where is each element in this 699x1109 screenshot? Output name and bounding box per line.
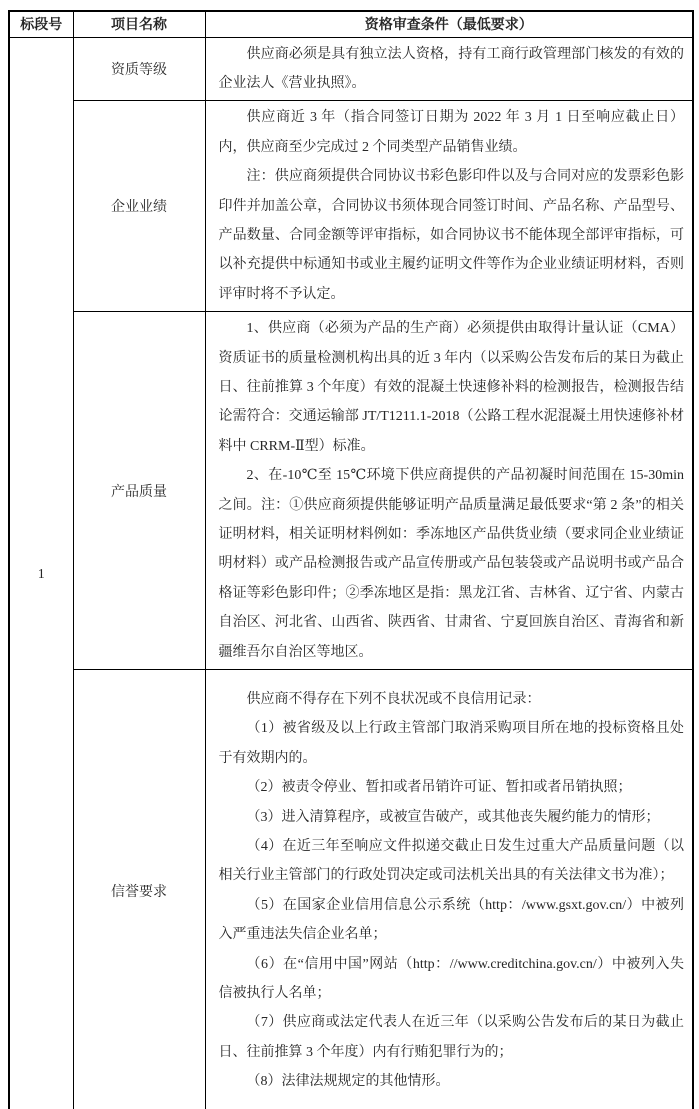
row-content-qualification-level — [205, 37, 693, 101]
paragraph: 1、供应商（必须为产品的生产商）必须提供由取得计量认证（CMA）资质证书的质量检测机构出具的近 3 年内（以采购公告发布后的某日为截止日、往前推算 3 个年度）有效的混凝土快速修补料的检测报告，检测报告结论需符合：交通运输部 JT/T1211.1-2018（公路工程水泥混凝土用快速修补材料中 CRRM-Ⅱ型）标准。 — [218, 321, 684, 454]
row-label-product-quality: 产品质量 — [73, 312, 205, 670]
paragraph: 注：供应商须提供合同协议书彩色影印件以及与合同对应的发票彩色影印件并加盖公章，合同协议书须体现合同签订时间、产品名称、产品型号、产品数量、合同金额等评审指标，如合同协议书不能体现全部评审指标，可以补充提供中标通知书或业主履约证明文件等作为企业业绩证明材料，否则评审时将不予认定。 — [218, 169, 684, 302]
paragraph: 供应商不得存在下列不良状况或不良信用记录： — [246, 691, 541, 707]
table-header-row — [9, 11, 693, 37]
table-row — [9, 312, 693, 670]
row-content-enterprise-performance — [205, 101, 693, 312]
paragraph: （2）被责令停业、暂扣或者吊销许可证、暂扣或者吊销执照； — [246, 780, 632, 796]
table-row — [9, 101, 693, 312]
paragraph: （5）在国家企业信用信息公示系统（http：/www.gsxt.gov.cn/）中被列入严重违法失信企业名单； — [218, 897, 684, 943]
row-label-reputation-requirements: 信誉要求 — [73, 670, 205, 1109]
paragraph: （7）供应商或法定代表人在近三年（以采购公告发布后的某日为截止日、往前推算 3 个年度）内有行贿犯罪行为的； — [218, 1015, 684, 1060]
header-item-name: 项目名称 — [73, 11, 205, 37]
paragraph: （6）在“信用中国”网站（http：//www.creditchina.gov.cn/）中被列入失信被执行人名单； — [218, 956, 684, 1001]
header-conditions: 资格审查条件（最低要求） — [205, 11, 693, 37]
row-content-reputation-requirements — [205, 670, 693, 1109]
section-number-cell: 1 — [9, 37, 73, 1109]
row-label-enterprise-performance: 企业业绩 — [73, 101, 205, 312]
table-row — [9, 37, 693, 101]
qualification-review-table — [8, 10, 694, 1109]
paragraph: （4）在近三年至响应文件拟递交截止日发生过重大产品质量问题（以相关行业主管部门的行政处罚决定或司法机关出具的有关法律文书为准）； — [218, 838, 684, 884]
paragraph: 供应商近 3 年（指合同签订日期为 2022 年 3 月 1 日至响应截止日）内，供应商至少完成过 2 个同类型产品销售业绩。 — [218, 110, 684, 155]
paragraph: 供应商必须是具有独立法人资格，持有工商行政管理部门核发的有效的企业法人《营业执照》。 — [218, 46, 684, 91]
paragraph: （1）被省级及以上行政主管部门取消采购项目所在地的投标资格且处于有效期内的。 — [218, 721, 684, 766]
row-content-product-quality — [205, 312, 693, 670]
paragraph: （3）进入清算程序，或被宣告破产，或其他丧失履约能力的情形； — [246, 809, 660, 825]
paragraph: （8）法律法规规定的其他情形。 — [246, 1074, 450, 1090]
row-label-qualification-level: 资质等级 — [73, 37, 205, 101]
header-section-no: 标段号 — [9, 11, 73, 37]
table-row — [9, 670, 693, 1109]
paragraph: 2、在-10℃至 15℃环境下供应商提供的产品初凝时间范围在 15-30min 之间。注：①供应商须提供能够证明产品质量满足最低要求“第 2 条”的相关证明材料，相关证明材料例如：季冻地区产品供货业绩（要求同企业业绩证明材料）或产品检测报告或产品宣传册或产品包装袋或产品说明书或产品合格证等彩色影印件；②季冻地区是指：黑龙江省、吉林省、辽宁省、内蒙古自治区、河北省、山西省、陕西省、甘肃省、宁夏回族自治区、青海省和新疆维吾尔自治区等地区。 — [218, 468, 684, 660]
